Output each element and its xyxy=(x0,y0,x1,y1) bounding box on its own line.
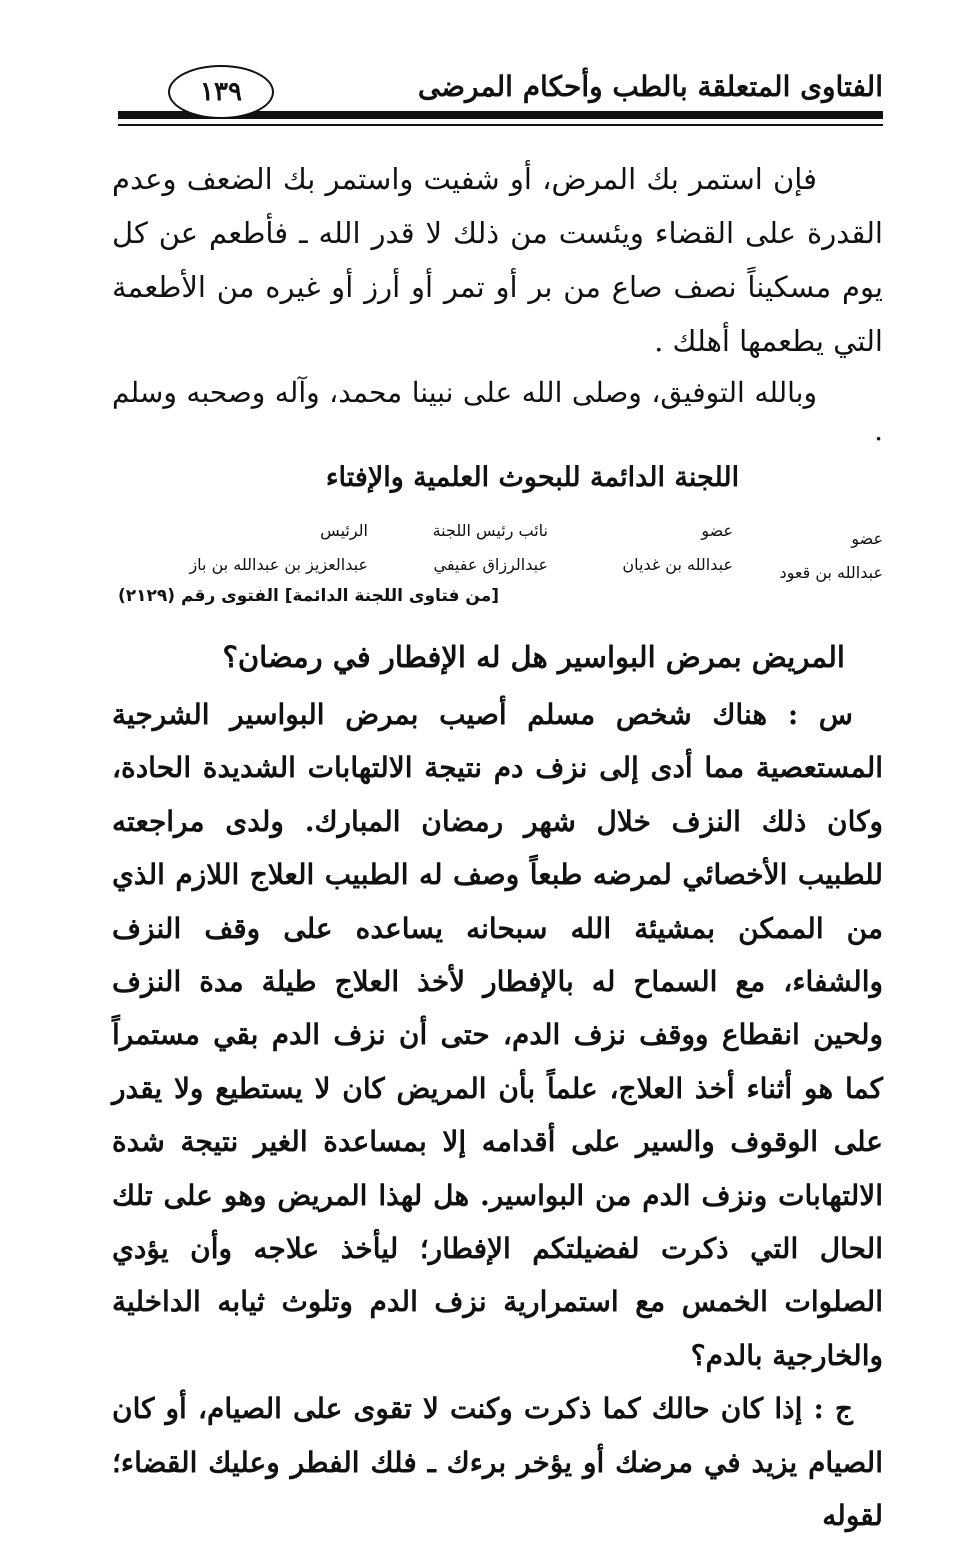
closing-paragraph: وبالله التوفيق، وصلى الله على نبينا محمد، وآله وصحبه وسلم . xyxy=(112,376,883,447)
book-title: الفتاوى المتعلقة بالطب وأحكام المرضى xyxy=(417,70,883,103)
signatory xyxy=(593,514,733,582)
page-number-oval xyxy=(168,65,274,119)
page-number: ١٣٩ xyxy=(200,77,242,107)
page-content xyxy=(112,152,883,1533)
continuation-paragraph: فإن استمر بك المرض، أو شفيت واستمر بك الضعف وعدم القدرة على القضاء ويئست من ذلك لا قدر الله ـ فأطعم عن كل يوم مسكيناً نصف صاع من بر أو تمر أو أرز أو غيره من الأطعمة التي يطعمها أهلك . xyxy=(112,162,883,358)
fatwa-source: [من فتاوى اللجنة الدائمة] الفتوى رقم (٢١٢٩) xyxy=(118,586,500,606)
signatory xyxy=(773,522,883,590)
signatory-name: عبدالله بن غديان xyxy=(622,555,733,574)
signatory-role: نائب رئيس اللجنة xyxy=(432,521,548,540)
signatory-role: الرئيس xyxy=(320,521,368,540)
signatory-name: عبدالرزاق عفيفي xyxy=(433,555,548,574)
signatory xyxy=(128,514,368,582)
signatory-name: عبدالله بن قعود xyxy=(779,563,883,582)
committee-title: اللجنة الدائمة للبحوث العلمية والإفتاء xyxy=(325,462,740,493)
answer-text: ج : إذا كان حالك كما ذكرت وكنت لا تقوى على الصيام، أو كان الصيام يزيد في مرضك أو يؤخر برءك ـ فلك الفطر وعليك القضاء؛ لقوله xyxy=(112,1392,883,1533)
signatory xyxy=(378,514,548,582)
header-rule-thin xyxy=(118,124,883,126)
signatory-role: عضو xyxy=(851,529,883,548)
question-heading: المريض بمرض البواسير هل له الإفطار في رمضان؟ xyxy=(222,640,845,674)
signatory-role: عضو xyxy=(701,521,733,540)
page-header xyxy=(118,60,883,130)
signatories xyxy=(112,514,883,596)
signatory-name: عبدالعزيز بن عبدالله بن باز xyxy=(189,555,368,574)
question-text: س : هناك شخص مسلم أصيب بمرض البواسير الشرجية المستعصية مما أدى إلى نزف دم نتيجة الالتهابات الشديدة الحادة، وكان ذلك النزف خلال شهر رمضان المبارك. ولدى مراجعته للطبيب الأخصائي لمرضه طبعاً وصف له الطبيب العلاج اللازم الذي من الممكن بمشيئة الله سبحانه يساعده على وقف النزف والشفاء، مع السماح له بالإفطار لأخذ العلاج طيلة مدة النزف ولحين انقطاع ووقف نزف الدم، حتى أن نزف الدم بقي مستمراً كما هو أثناء أخذ العلاج، علماً بأن المريض كان لا يستطيع ولا يقدر على الوقوف والسير على أقدامه إلا بمساعدة الغير نتيجة شدة الالتهابات ونزف الدم من البواسير. هل لهذا المريض وهو على تلك الحال التي ذكرت لفضيلتكم الإفطار؛ ليأخذ علاجه وأن يؤدي الصلوات الخمس مع استمرارية نزف الدم وتلوث ثيابه الداخلية والخارجية بالدم؟ xyxy=(112,698,883,1372)
